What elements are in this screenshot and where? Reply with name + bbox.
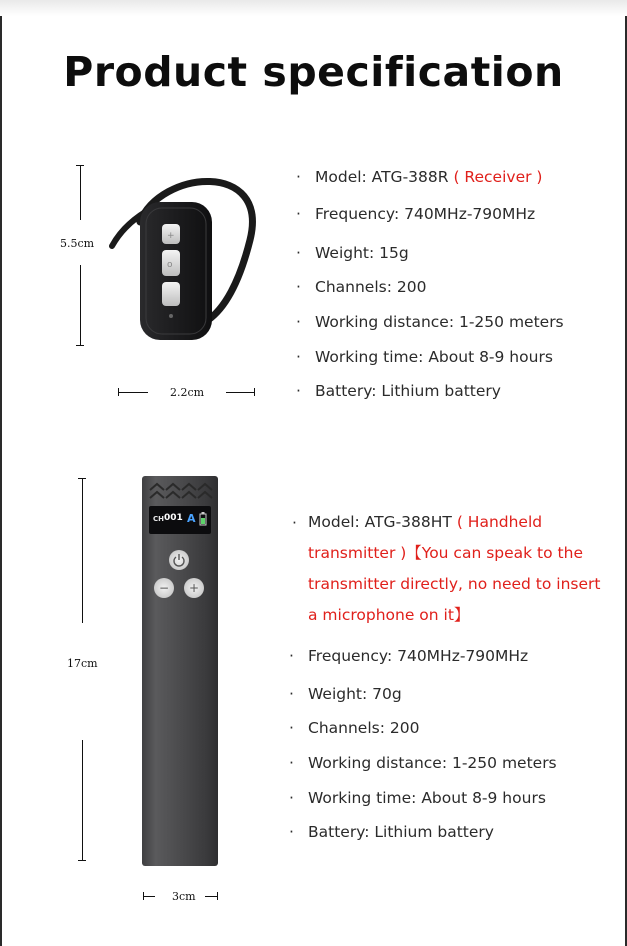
bullet-icon: · xyxy=(296,244,301,262)
battery-icon xyxy=(199,512,207,526)
bullet-icon: · xyxy=(289,823,294,841)
top-shade xyxy=(0,0,627,16)
receiver-height-label: 5.5cm xyxy=(60,237,95,250)
page-border-left xyxy=(0,0,2,946)
transmitter-battery: Battery: Lithium battery xyxy=(308,823,494,841)
dim-line xyxy=(205,896,217,897)
dim-line xyxy=(118,392,148,393)
bullet-icon: · xyxy=(296,348,301,366)
receiver-weight: Weight: 15g xyxy=(315,244,409,262)
svg-text:o: o xyxy=(167,260,173,270)
receiver-distance: Working distance: 1-250 meters xyxy=(315,313,564,331)
dim-line xyxy=(143,896,155,897)
transmitter-model-note-2: transmitter )【You can speak to the xyxy=(308,544,583,562)
transmitter-channels: Channels: 200 xyxy=(308,719,420,737)
bullet-icon: · xyxy=(296,205,301,223)
dim-line xyxy=(82,740,83,860)
volume-up-button[interactable] xyxy=(184,578,204,598)
dim-line xyxy=(82,478,83,623)
receiver-model-note: ( Receiver ) xyxy=(453,168,543,186)
transmitter-model-note-4: a microphone on it】 xyxy=(308,606,470,624)
power-icon xyxy=(169,550,189,570)
transmitter-model-note-1: ( Handheld xyxy=(456,513,543,531)
minus-icon: − xyxy=(158,581,170,595)
bullet-icon: · xyxy=(296,313,301,331)
bullet-icon: · xyxy=(292,514,297,532)
transmitter-time: Working time: About 8-9 hours xyxy=(308,789,546,807)
transmitter-device-image xyxy=(142,476,218,866)
svg-text:+: + xyxy=(167,231,175,241)
bullet-icon: · xyxy=(289,685,294,703)
dim-tick xyxy=(76,345,84,346)
bullet-icon: · xyxy=(289,647,294,665)
transmitter-model: Model: ATG-388HT xyxy=(308,513,452,531)
dim-tick xyxy=(217,892,218,900)
power-button[interactable] xyxy=(169,550,189,570)
transmitter-distance: Working distance: 1-250 meters xyxy=(308,754,557,772)
screen-channel-value: 001 xyxy=(164,513,183,523)
transmitter-width-label: 3cm xyxy=(172,890,196,903)
screen-channel-label: CH xyxy=(153,515,164,523)
dim-tick xyxy=(78,860,86,861)
bullet-icon: · xyxy=(289,754,294,772)
receiver-model: Model: ATG-388R xyxy=(315,168,449,186)
receiver-channels: Channels: 200 xyxy=(315,278,427,296)
bullet-icon: · xyxy=(296,168,301,186)
screen-mode-letter: A xyxy=(187,512,196,525)
dim-tick xyxy=(254,388,255,396)
receiver-time: Working time: About 8-9 hours xyxy=(315,348,553,366)
device-screen xyxy=(149,506,211,534)
page-title: Product specification xyxy=(63,48,564,96)
grille-icon xyxy=(146,480,214,502)
dim-line xyxy=(226,392,254,393)
receiver-battery: Battery: Lithium battery xyxy=(315,382,501,400)
bullet-icon: · xyxy=(296,278,301,296)
dim-line xyxy=(80,265,81,345)
bullet-icon: · xyxy=(289,789,294,807)
bullet-icon: · xyxy=(289,719,294,737)
plus-icon: + xyxy=(188,581,200,595)
transmitter-height-label: 17cm xyxy=(67,657,98,670)
bullet-icon: · xyxy=(296,382,301,400)
dim-line xyxy=(80,165,81,220)
receiver-width-label: 2.2cm xyxy=(170,386,205,399)
volume-down-button[interactable] xyxy=(154,578,174,598)
transmitter-model-note-3: transmitter directly, no need to insert xyxy=(308,575,601,593)
transmitter-model-block xyxy=(308,507,600,631)
receiver-device-image xyxy=(100,160,270,350)
transmitter-weight: Weight: 70g xyxy=(308,685,402,703)
receiver-frequency: Frequency: 740MHz-790MHz xyxy=(315,205,536,223)
transmitter-frequency: Frequency: 740MHz-790MHz xyxy=(308,647,529,665)
